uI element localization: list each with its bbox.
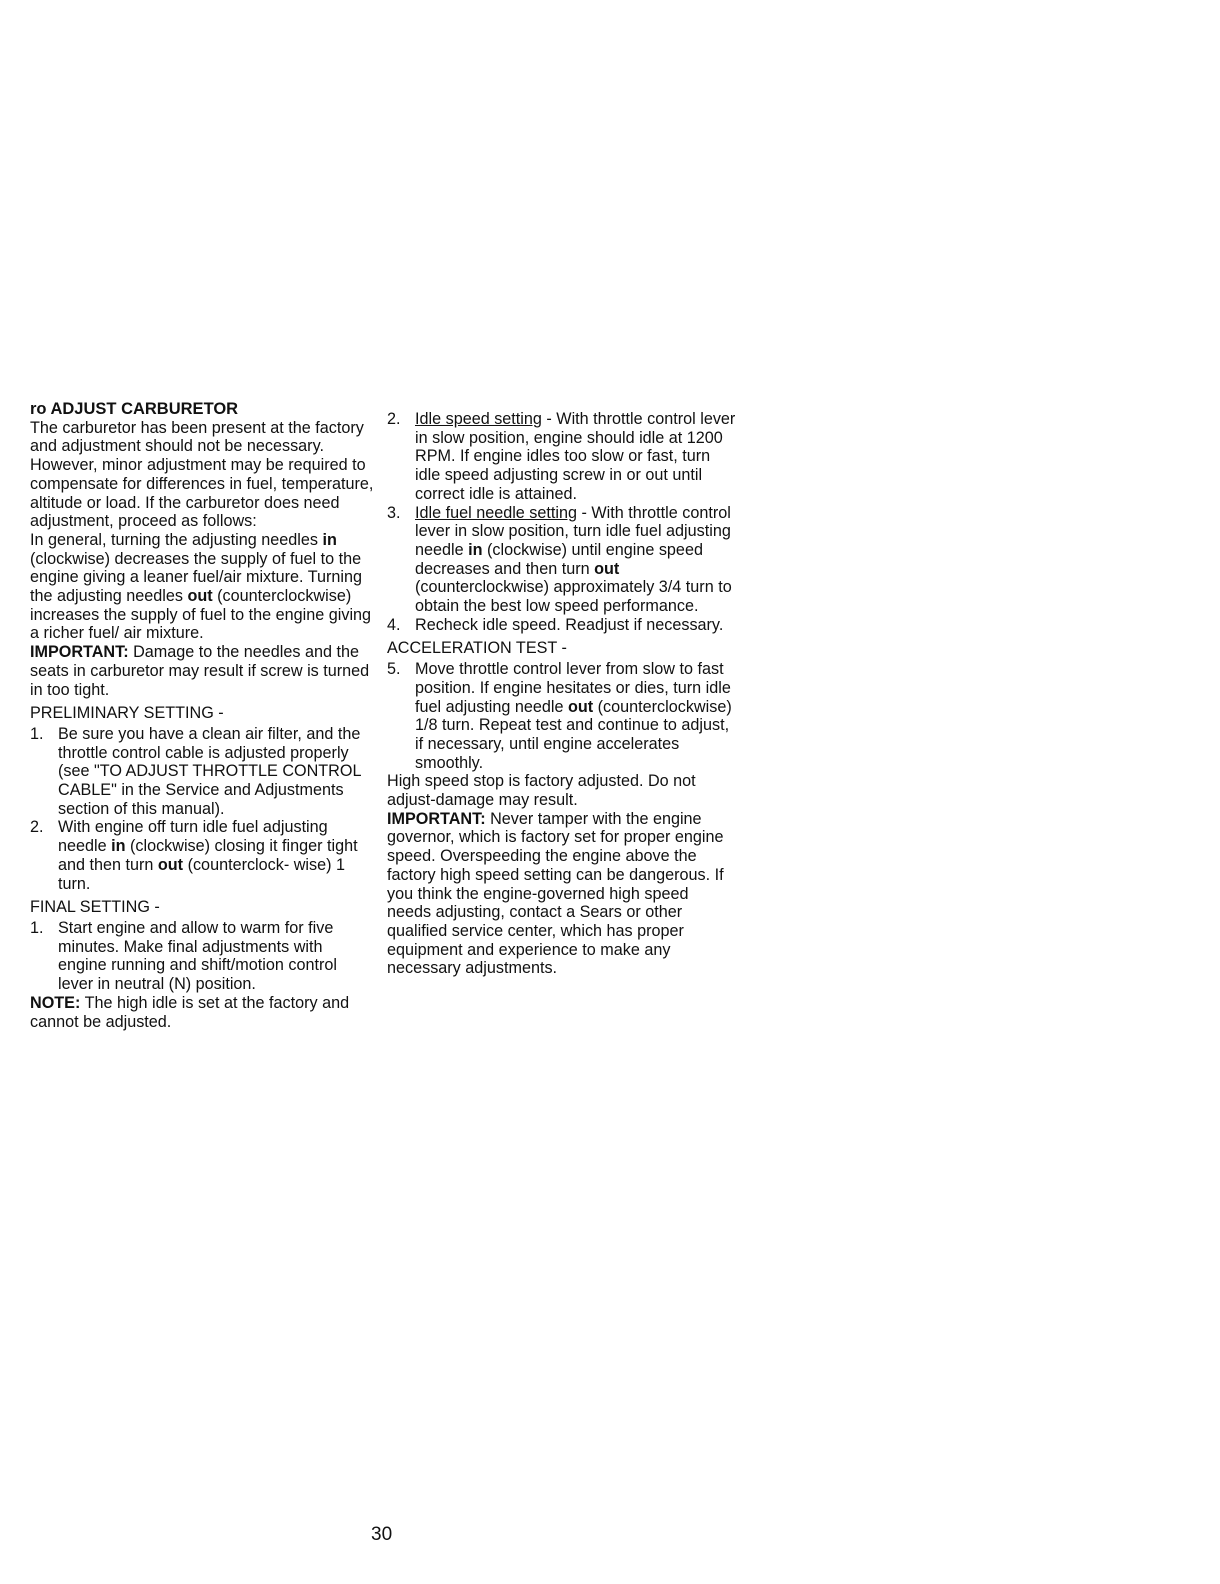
important-label: IMPORTANT: — [30, 643, 129, 662]
page-number: 30 — [371, 1524, 393, 1545]
list-item: 1. Start engine and allow to warm for five minutes. Make final adjustments with engine running and shift/motion control lever in neutral (N) position. — [30, 918, 337, 994]
item-number: 2. — [387, 410, 401, 428]
section-heading: ro ADJUST CARBURETOR — [30, 400, 239, 418]
left-column — [30, 400, 375, 1031]
high-speed-paragraph: High speed stop is factory adjusted. Do not adjust-damage may result. — [387, 772, 696, 810]
note-label: NOTE: — [30, 993, 81, 1012]
list-item: 5. Move throttle control lever from slow to fast position. If engine hesitates or dies, turn idle fuel adjusting needle out (counterclockwise) 1/8 turn. Repeat test and continue to adjust, if necessary, until engine accelerates smoothly. — [387, 660, 732, 772]
list-item: 4. Recheck idle speed. Readjust if necessary. — [387, 615, 724, 634]
idle-fuel-needle-setting-title: Idle fuel needle setting — [415, 503, 577, 522]
item-number: 1. — [30, 918, 44, 937]
intro-paragraph: The carburetor has been present at the factory and adjustment should not be necessary. However, minor adjustment may be required to compensate for differences in fuel, temperature, altitude or load. If the carburetor does need adjustment, proceed as follows: — [30, 418, 374, 531]
right-column — [387, 400, 737, 978]
acceleration-test-title: ACCELERATION TEST - — [387, 639, 567, 658]
final-setting-title: FINAL SETTING - — [30, 898, 160, 917]
general-paragraph: In general, turning the adjusting needles in (clockwise) decreases the supply of fuel to the engine giving a leaner fuel/air mixture. Turning the adjusting needles out (counterclockwise) increases the supply of fuel to the engine giving a richer fuel/ air mixture. — [30, 530, 372, 643]
list-item: 2. Idle speed setting - With throttle control lever in slow position, engine should idle at 1200 RPM. If engine idles too slow or fast, turn idle speed adjusting screw in or out until correct idle is attained. — [387, 410, 736, 503]
list-item: 1. Be sure you have a clean air filter, and the throttle control cable is adjusted properly (see "TO ADJUST THROTTLE CONTROL CABLE" in the Service and Adjustments section of this manual). — [30, 724, 361, 818]
important-label: IMPORTANT: — [387, 809, 486, 828]
item-number: 2. — [30, 818, 44, 837]
list-item: 3. Idle fuel needle setting - With throttle control lever in slow position, turn idle fuel adjusting needle in (clockwise) until engine speed decreases and then turn out (counterclockwise) approximately 3/4 turn to obtain the best low speed performance. — [387, 503, 732, 616]
item-number: 5. — [387, 660, 401, 679]
idle-speed-setting-title: Idle speed setting — [415, 410, 542, 428]
item-number: 1. — [30, 724, 44, 743]
preliminary-setting-title: PRELIMINARY SETTING - — [30, 704, 224, 723]
note-paragraph: NOTE: The high idle is set at the factory and cannot be adjusted. — [30, 993, 350, 1031]
list-item: 2. With engine off turn idle fuel adjusting needle in (clockwise) closing it finger tight and then turn out (counterclock- wise) 1 turn. — [30, 818, 358, 893]
important-note: IMPORTANT: Never tamper with the engine governor, which is factory set for proper engine speed. Overspeeding the engine above the factory high speed setting can be dangerous. If you think the engine-governed high speed needs adjusting, contact a Sears or other qualified service center, which has proper equipment and experience to make any necessary adjustments. — [387, 809, 724, 978]
item-number: 3. — [387, 503, 401, 522]
important-note: IMPORTANT: Damage to the needles and the seats in carburetor may result if screw is turned in too tight. — [30, 643, 370, 699]
item-number: 4. — [387, 615, 401, 634]
